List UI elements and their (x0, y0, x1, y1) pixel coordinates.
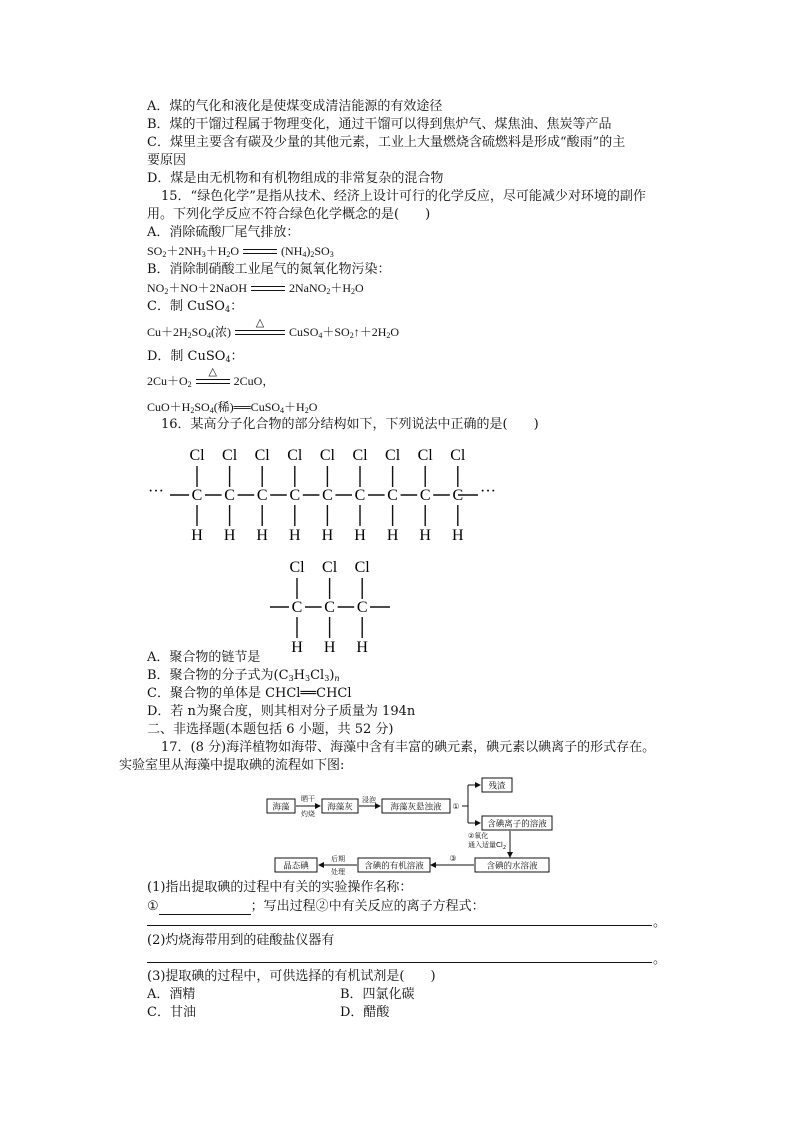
hydrogen-atom: H (256, 527, 268, 544)
hydrogen-atom: H (321, 527, 334, 544)
aqueous-label: 含碘的水溶液 (486, 861, 538, 872)
carbon-atom: C (289, 487, 301, 504)
hydrogen-atom: H (452, 527, 464, 544)
q14-option-a: A．煤的气化和液化是使煤变成清洁能源的有效途径 (147, 99, 443, 114)
chlorine-atom: Cl (289, 559, 305, 576)
chlorine-atom: Cl (354, 559, 370, 576)
q15-equation-a: $SO_2+2NH_3+H_2O$ $(NH_4)_2SO_3$ (147, 244, 334, 259)
chlorine-atom: Cl (385, 447, 401, 464)
chlorine-atom: Cl (319, 447, 335, 464)
carbon-atom: C (291, 599, 303, 616)
hydrogen-atom: H (386, 527, 399, 544)
carbon-atom: C (191, 487, 203, 504)
carbon-atom: C (356, 599, 368, 616)
q14-option-c-line1: C．煤里主要含有碳及少量的其他元素，工业上大量燃烧含硫燃料是形成“酸雨”的主 (147, 135, 626, 150)
chlorine-atom: Cl (254, 447, 270, 464)
hydrogen-atom: H (191, 527, 203, 544)
chlorine-atom: Cl (287, 447, 303, 464)
carbon-atom: C (256, 487, 268, 504)
hydrogen-atom: H (291, 639, 303, 656)
hydrogen-atom: H (356, 639, 368, 656)
q15-stem-line1: 15．“绿色化学”是指从技术、经济上设计可行的化学反应，尽可能减少对环境的副作 (161, 189, 646, 204)
carbon-atom: C (452, 487, 464, 504)
q15-equation-c: $Cu+2H_2SO_4$(浓) △ $CuSO_4+SO_2↑+2H_2O$ (147, 317, 400, 340)
sun-dry-label: 晒干 (301, 795, 315, 803)
post-process-label-2: 处理 (331, 868, 345, 876)
q17-option-b: B．四氯化碳 (340, 987, 415, 1002)
q17-stem-line2: 实验室里从海藻中提取碘的流程如下图: (119, 758, 345, 773)
chlorine-atom: Cl (450, 447, 466, 464)
step2-label: ②氧化 (468, 832, 489, 840)
hydrogen-atom: H (419, 527, 431, 544)
q16-option-c: C．聚合物的单体是 CHCl══CHCl (147, 686, 352, 701)
answer-blank-1[interactable] (159, 897, 251, 915)
period-mark: 。 (653, 915, 667, 930)
q14-option-c-line2: 要原因 (147, 153, 187, 168)
chlorine-atom: Cl (417, 447, 433, 464)
carbon-atom: C (387, 487, 398, 504)
q15-option-c: C．制 CuSO$_4$： (147, 299, 244, 314)
hydrogen-atom: H (323, 639, 336, 656)
heat-symbol: △ (255, 317, 265, 330)
seaweed-label: 海藻 (272, 802, 290, 813)
answer-blank-2[interactable] (147, 925, 652, 926)
q16-option-d: D．若 n为聚合度，则其相对分子质量为 194n (147, 704, 416, 719)
carbon-atom: C (419, 487, 431, 504)
chlorine-atom: Cl (189, 447, 205, 464)
ash-label: 海藻灰 (327, 802, 353, 813)
chlorine-atom: Cl (352, 447, 368, 464)
residue-label: 残渣 (488, 781, 506, 792)
iodide-solution-label: 含碘离子的溶液 (487, 819, 547, 830)
q15-equation-b: $NO_2+NO+2NaOH$ $2NaNO_2+H_2O$ (147, 281, 364, 296)
q17-option-c: C．甘油 (147, 1005, 196, 1020)
q17-part1-answer-line: ① ；写出过程②中有关反应的离子方程式： (147, 899, 485, 914)
carbon-atom: C (322, 487, 333, 504)
chain-ellipsis-left: ··· (148, 483, 164, 500)
carbon-atom: C (224, 487, 235, 504)
period-mark: 。 (653, 952, 667, 967)
chlorine-atom: Cl (222, 447, 238, 464)
q17-option-a: A．酒精 (147, 987, 196, 1002)
q15-option-d: D．制 CuSO$_4$： (147, 349, 244, 364)
chain-ellipsis-right: ··· (480, 483, 496, 500)
crystal-label: 晶态碘 (283, 861, 309, 872)
hydrogen-atom: H (223, 527, 236, 544)
q15-equation-d1: $2Cu+O_2$ △ 2CuO， (147, 366, 275, 389)
q17-option-d: D．醋酸 (340, 1005, 390, 1020)
answer-blank-3[interactable] (147, 962, 652, 963)
soak-label: 浸泡 (362, 796, 376, 804)
carbon-atom: C (354, 487, 366, 504)
iodine-extraction-flowchart (265, 773, 565, 877)
heat-symbol: △ (208, 366, 217, 379)
burn-label: 灼烧 (301, 810, 315, 818)
polymer-chain-structure (140, 438, 520, 550)
polymer-repeat-unit-structure (264, 552, 394, 660)
section-heading: 二、非选择题(本题包括 6 小题，共 52 分) (147, 722, 394, 737)
q15-equation-d2: $CuO+H_2SO_4$(稀)$══CuSO_4+H_2O$ (147, 400, 318, 415)
step3-label: ③ (449, 854, 457, 863)
step1-label: ① (452, 802, 460, 811)
suspension-label: 海藻灰悬浊液 (390, 802, 442, 813)
q17-part1: (1)指出提取碘的过程中有关的实验操作名称： (147, 880, 413, 895)
q14-option-d: D．煤是由无机物和有机物组成的非常复杂的混合物 (147, 171, 444, 186)
q16-stem: 16．某高分子化合物的部分结构如下，下列说法中正确的是( ) (161, 417, 539, 432)
q17-stem-line1: 17．(8 分)海洋植物如海带、海藻中含有丰富的碘元素，碘元素以碘离子的形式存在。 (161, 740, 656, 755)
q16-option-a: A．聚合物的链节是 (147, 650, 261, 665)
q17-part2: (2)灼烧海带用到的硅酸盐仪器有 (147, 933, 335, 948)
q16-option-b: B．聚合物的分子式为$(C_3H_3Cl_3)_n$ (147, 668, 340, 683)
carbon-atom: C (324, 599, 335, 616)
q14-option-b: B．煤的干馏过程属于物理变化，通过干馏可以得到焦炉气、煤焦油、焦炭等产品 (147, 117, 612, 132)
q15-stem-line2: 用。下列化学反应不符合绿色化学概念的是( ) (147, 207, 431, 222)
organic-label: 含碘的有机溶液 (364, 861, 424, 872)
step2-b-label: 通入适量$Cl_2$ (468, 841, 507, 851)
post-process-label-1: 后期 (331, 855, 345, 863)
chlorine-atom: Cl (322, 559, 338, 576)
q15-option-b: B．消除制硝酸工业尾气的氮氧化物污染： (147, 262, 391, 277)
hydrogen-atom: H (354, 527, 366, 544)
q15-option-a: A．消除硫酸厂尾气排放： (147, 225, 300, 240)
hydrogen-atom: H (289, 527, 301, 544)
q17-part3: (3)提取碘的过程中，可供选择的有机试剂是( ) (147, 969, 436, 984)
